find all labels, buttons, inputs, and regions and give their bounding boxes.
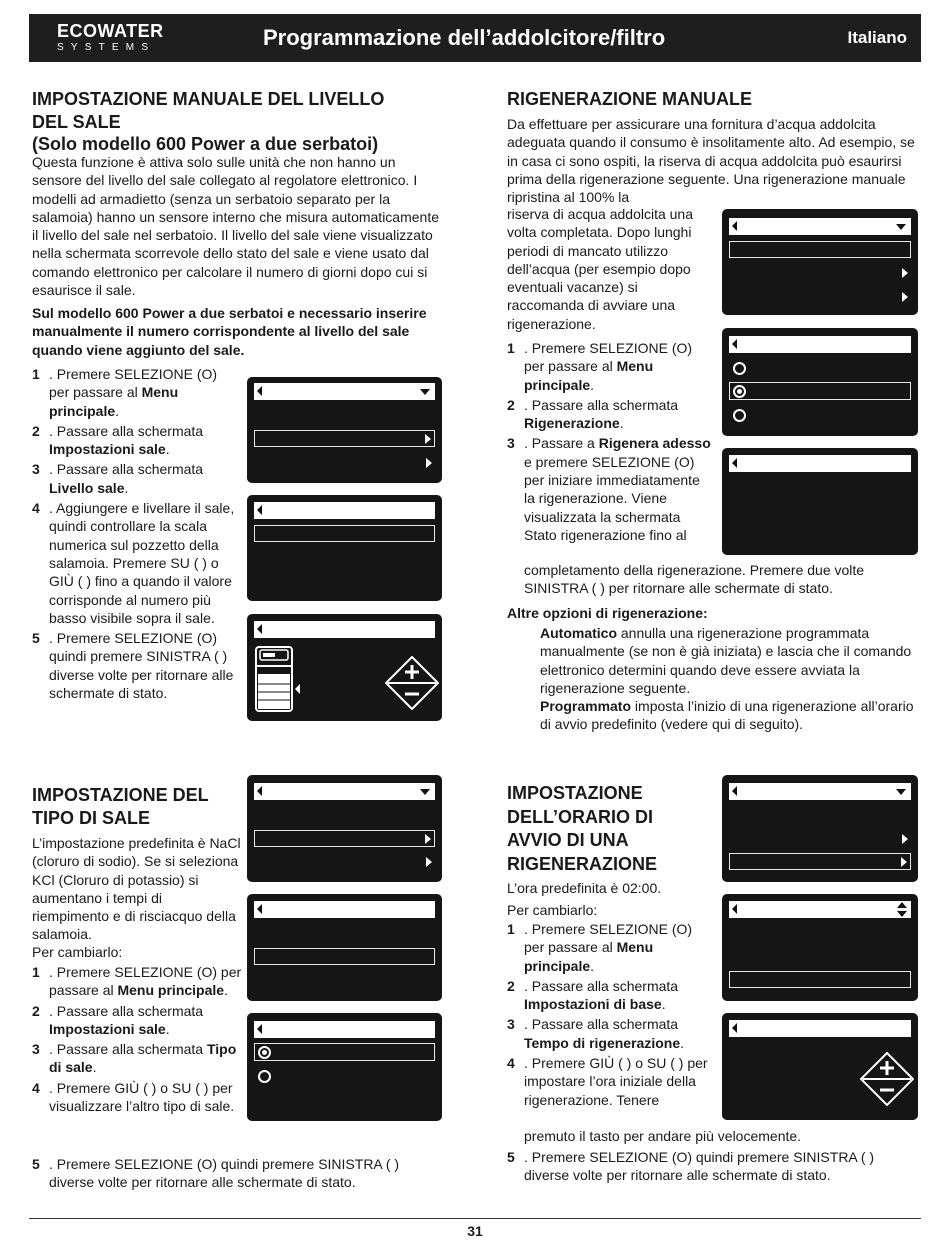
salt-type-steps (32, 963, 242, 1115)
regen-time-per-cambiarlo: Per cambiarlo: (507, 902, 598, 918)
step-item: 3 . Passare alla schermata Tipo di sale. (32, 1041, 237, 1076)
arrow-left-icon (257, 386, 262, 396)
radio-option-selected (733, 385, 746, 398)
menu-title-bar (729, 336, 911, 353)
screen-basic-settings (722, 894, 918, 1001)
menu-highlight (254, 948, 435, 965)
regen-time-step4-tail: premuto il tasto per andare più velocemente. (524, 1128, 802, 1144)
salt-type-step5 (32, 1155, 442, 1192)
screen-main-menu (722, 209, 918, 315)
menu-title-bar (254, 621, 435, 638)
screen-regeneration-status (722, 448, 918, 555)
arrow-right-icon (902, 834, 908, 844)
step-item: 3 . Passare a Rigenera adesso e premere SELEZIONE (O) per iniziare immediatamente la rigenerazione. Viene visualizzata la schermata Stato rigenerazione fino al (507, 435, 711, 543)
manual-salt-body: Questa funzione è attiva solo sulle unità che non hanno un sensore del livello del sale collegato al regolatore elettronico. I modelli ad armadietto (senza un serbatoio separato per la salamoia) hanno un sensore interno che misura automaticamente il livello del sale nel serbatoio. Il livello del sale viene visualizzato nella schermata scorrevole dello stato del sale e viene usato dal comando elettronico per calcolare il numero di giorni dopo cui si esaurisce il sale. (32, 154, 440, 299)
section-heading-regen-time: IMPOSTAZIONE DELL’ORARIO DI AVVIO DI UNA RIGENERAZIONE (507, 783, 658, 874)
step-item: 5 . Premere SELEZIONE (O) quindi premere SINISTRA ( ) diverse volte per ritornare alle schermate di stato. (32, 1156, 400, 1191)
step-item: 1 . Premere SELEZIONE (O) per passare al Menu principale. (32, 964, 242, 999)
salt-type-per-cambiarlo: Per cambiarlo: (32, 944, 123, 960)
regen-time-default: L’ora predefinita è 02:00. (507, 880, 662, 896)
menu-title-bar (729, 218, 911, 235)
menu-title-bar (254, 783, 435, 800)
arrow-left-icon (732, 221, 737, 231)
page-title: Programmazione dell’addolcitore/filtro (263, 25, 666, 50)
radio-option (733, 409, 746, 422)
menu-highlight (254, 430, 435, 447)
option-automatic: Automatico annulla una rigenerazione programmata manualmente (se non è già iniziata) e lascia che il comando elettronico determini quando deve essere avviata la rigenerazione seguente. (540, 625, 912, 696)
brand-logo: ECOWATER (57, 21, 164, 41)
menu-highlight (729, 241, 911, 258)
page-header (29, 14, 921, 62)
menu-highlight (729, 853, 911, 870)
step-item: 5 . Premere SELEZIONE (O) quindi premere SINISTRA ( ) diverse volte per ritornare alle schermate di stato. (32, 630, 234, 702)
step-item: 2 . Passare alla schermata Impostazioni di base. (507, 977, 679, 1013)
screen-regeneration (722, 328, 918, 436)
step-item: 3 . Passare alla schermata Livello sale. (32, 461, 204, 496)
menu-title-bar (254, 901, 435, 918)
option-programmed: Programmato imposta l’inizio di una rigenerazione all’orario di avvio predefinito (vedere qui di seguito). (540, 698, 914, 733)
screen-main-menu (247, 377, 442, 483)
arrow-down-icon (420, 389, 430, 395)
screen-salt-settings (247, 495, 442, 601)
arrow-right-icon (425, 834, 431, 844)
screen-salt-settings (247, 894, 442, 1001)
menu-title-bar (729, 783, 911, 800)
arrow-right-icon (902, 268, 908, 278)
arrow-down-icon (896, 789, 906, 795)
other-options-heading: Altre opzioni di rigenerazione: (507, 605, 708, 621)
arrow-up-down-icon (897, 902, 907, 917)
footer-divider (29, 1218, 921, 1219)
screen-regen-time (722, 1013, 918, 1120)
plus-minus-icon (860, 1052, 914, 1106)
manual-regen-body: Da effettuare per assicurare una fornitura d’acqua addolcita adeguata quando il consumo è insolitamente alto. Ad esempio, se in casa ci sono ospiti, la riserva di acqua addolcita può esaurirsi prima della rigenerazione seguente. Una rigenerazione manuale ripristina al 100% la (507, 116, 915, 206)
section-heading-salt-type: IMPOSTAZIONE DEL TIPO DI SALE (32, 785, 209, 828)
menu-highlight (729, 382, 911, 400)
menu-title-bar (729, 901, 911, 918)
arrow-left-icon (732, 786, 737, 796)
radio-option (733, 362, 746, 375)
salt-tank-icon (255, 646, 293, 712)
step-item: 4 . Premere GIÙ ( ) o SU ( ) per visualizzare l’altro tipo di sale. (32, 1079, 235, 1115)
level-pointer-icon (295, 684, 300, 694)
arrow-left-icon (732, 339, 737, 349)
arrow-right-icon (426, 458, 432, 468)
screen-main-menu (247, 775, 442, 882)
brand-logo-subtitle: SYSTEMS (57, 42, 156, 53)
manual-regen-body-cont: riserva di acqua addolcita una volta completata. Dopo lunghi periodi di mancato utilizzo dell’acqua (per esempio dopo eventuali vacanze) si raccomanda di avviare una rigenerazione. (507, 206, 694, 332)
menu-title-bar (254, 502, 435, 519)
step-item: 3 . Passare alla schermata Tempo di rigenerazione. (507, 1016, 684, 1051)
plus-minus-icon (385, 656, 439, 710)
arrow-left-icon (257, 1024, 262, 1034)
language-label: Italiano (847, 28, 907, 47)
step-item: 1 . Premere SELEZIONE (O) per passare al Menu principale. (32, 366, 218, 419)
arrow-left-icon (257, 505, 262, 515)
step-item: 2 . Passare alla schermata Rigenerazione. (507, 396, 679, 432)
manual-regen-step3-tail: completamento della rigenerazione. Premere due volte SINISTRA ( ) per ritornare alle schermate di stato. (524, 562, 865, 597)
menu-title-bar (729, 455, 911, 472)
arrow-left-icon (732, 904, 737, 914)
step-item: 4 . Premere GIÙ ( ) o SU ( ) per impostare l’ora iniziale della rigenerazione. Tenere (507, 1055, 708, 1108)
menu-highlight (254, 830, 435, 847)
arrow-down-icon (420, 789, 430, 795)
step-item: 2 . Passare alla schermata Impostazioni sale. (32, 1002, 204, 1037)
menu-highlight (729, 971, 911, 988)
arrow-left-icon (732, 1023, 737, 1033)
section-heading-manual-salt: IMPOSTAZIONE MANUALE DEL LIVELLO DEL SALE (Solo modello 600 Power a due serbatoi) (32, 89, 385, 154)
arrow-left-icon (257, 624, 262, 634)
arrow-right-icon (901, 857, 907, 867)
arrow-left-icon (257, 786, 262, 796)
manual-salt-note: Sul modello 600 Power a due serbatoi e necessario inserire manualmente il numero corrispondente al livello del sale quando viene aggiunto del sale. (32, 305, 427, 358)
salt-type-body: L’impostazione predefinita è NaCl (cloruro di sodio). Se si seleziona KCl (Cloruro di potassio) si aumentano i tempi di riempimento e di risciacquo della salamoia. (32, 835, 241, 943)
section-heading-manual-regen: RIGENERAZIONE MANUALE (507, 89, 753, 109)
regen-time-step5 (507, 1148, 917, 1185)
step-item: 1 . Premere SELEZIONE (O) per passare al Menu principale. (507, 340, 693, 393)
arrow-left-icon (732, 458, 737, 468)
manual-regen-steps (507, 339, 712, 544)
radio-option (258, 1070, 271, 1083)
step-item: 1 . Premere SELEZIONE (O) per passare al Menu principale. (507, 921, 693, 974)
menu-title-bar (254, 383, 435, 400)
arrow-down-icon (896, 224, 906, 230)
regen-time-steps (507, 920, 712, 1109)
arrow-right-icon (425, 434, 431, 444)
screen-main-menu (722, 775, 918, 882)
arrow-right-icon (902, 292, 908, 302)
screen-salt-level (247, 614, 442, 721)
screen-salt-type (247, 1013, 442, 1121)
menu-highlight (254, 1043, 435, 1061)
step-item: 2 . Passare alla schermata Impostazioni sale. (32, 422, 204, 458)
menu-title-bar (729, 1020, 911, 1037)
menu-title-bar (254, 1021, 435, 1038)
page-number: 31 (467, 1223, 483, 1239)
menu-highlight (254, 525, 435, 542)
arrow-right-icon (426, 857, 432, 867)
step-item: 4 . Aggiungere e livellare il sale, quindi controllare la scala numerica sul pozzetto della salamoia. Premere SU ( ) o GIÙ ( ) fino a quando il valore corrisponde al numero più basso visibile sopra il sale. (32, 500, 235, 626)
manual-salt-steps (32, 365, 238, 702)
step-item: 5 . Premere SELEZIONE (O) quindi premere SINISTRA ( ) diverse volte per ritornare alle schermate di stato. (507, 1149, 875, 1184)
radio-option-selected (258, 1046, 271, 1059)
arrow-left-icon (257, 904, 262, 914)
